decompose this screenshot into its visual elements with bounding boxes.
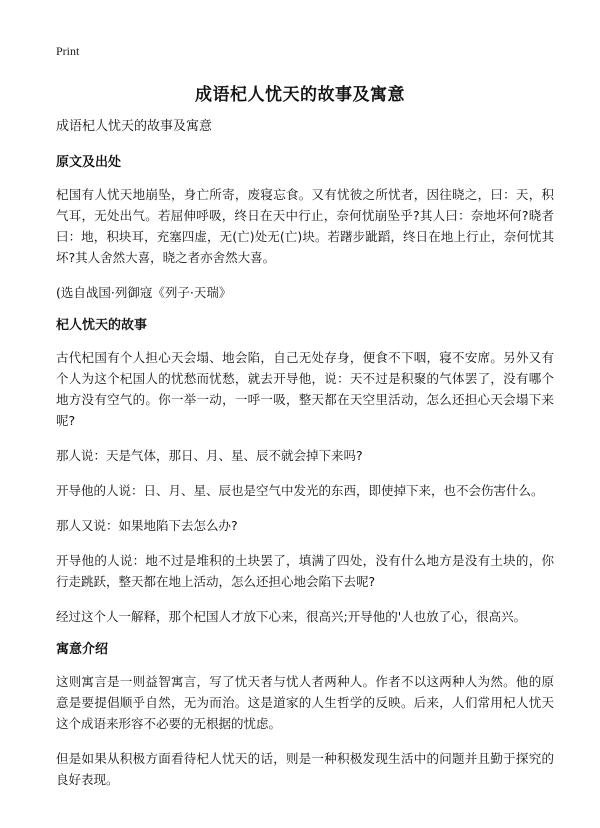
section-heading-story: 杞人忧天的故事 [56, 318, 148, 333]
paragraph-story-3: 开导他的人说：日、月、星、辰也是空气中发光的东西，即使掉下来，也不会伤害什么。 [56, 483, 544, 498]
page-title: 成语杞人忧天的故事及寓意 [195, 85, 405, 105]
paragraph-story-6: 经过这个人一解释，那个杞国人才放下心来，很高兴;开导他的'人也放了心，很高兴。 [56, 609, 527, 624]
paragraph-original-text: 杞国有人忧天地崩坠，身亡所寄，废寝忘食。又有忧彼之所忧者，因往晓之，曰：天，积气耳，无处出气。若屈伸呼吸，终日在天中行止，奈何忧崩坠乎?其人曰：奈地坏何?晓者曰：地，积块耳，充塞四虚，无(亡)处无(亡)块。若躇步跐蹈，终日在地上行止，奈何忧其坏?其人舍然大喜，晓之者亦舍然大喜。 [56, 187, 554, 265]
print-link[interactable]: Print [56, 44, 80, 58]
article-body [56, 118, 554, 804]
paragraph-story-1: 古代杞国有个人担心天会塌、地会陷，自己无处存身，便食不下咽，寝不安席。另外又有个人为这个杞国人的忧愁而忧愁，就去开导他，说：天不过是积聚的气体罢了，没有哪个地方没有空气的。你一举一动，一呼一吸，整天都在天空里活动，怎么还担心天会塌下来呢? [56, 350, 554, 428]
section-heading-meaning: 寓意介绍 [56, 642, 109, 657]
section-heading-source: 原文及出处 [56, 155, 122, 170]
paragraph-story-5: 开导他的人说：地不过是堆积的土块罢了，填满了四处，没有什么地方是没有土块的，你行走跳跃，整天都在地上活动，怎么还担心地会陷下去呢? [56, 553, 554, 589]
paragraph-story-4: 那人又说：如果地陷下去怎么办? [56, 518, 238, 533]
paragraph-citation: (选自战国·列御寇《列子·天瑞》 [56, 285, 232, 300]
paragraph-story-2: 那人说：天是气体，那日、月、星、辰不就会掉下来吗? [56, 448, 363, 463]
paragraph-meaning-2: 但是如果从积极方面看待杞人忧天的话，则是一种积极发现生活中的问题并且勤于探究的良好表现。 [56, 751, 554, 787]
article-subtitle: 成语杞人忧天的故事及寓意 [56, 119, 213, 134]
paragraph-meaning-1: 这则寓言是一则益智寓言，写了忧天者与忧人者两种人。作者不以这两种人为然。他的原意是要提倡顺乎自然，无为而治。这是道家的人生哲学的反映。后来，人们常用杞人忧天这个成语来形容不必要的无根据的忧虑。 [56, 674, 554, 731]
